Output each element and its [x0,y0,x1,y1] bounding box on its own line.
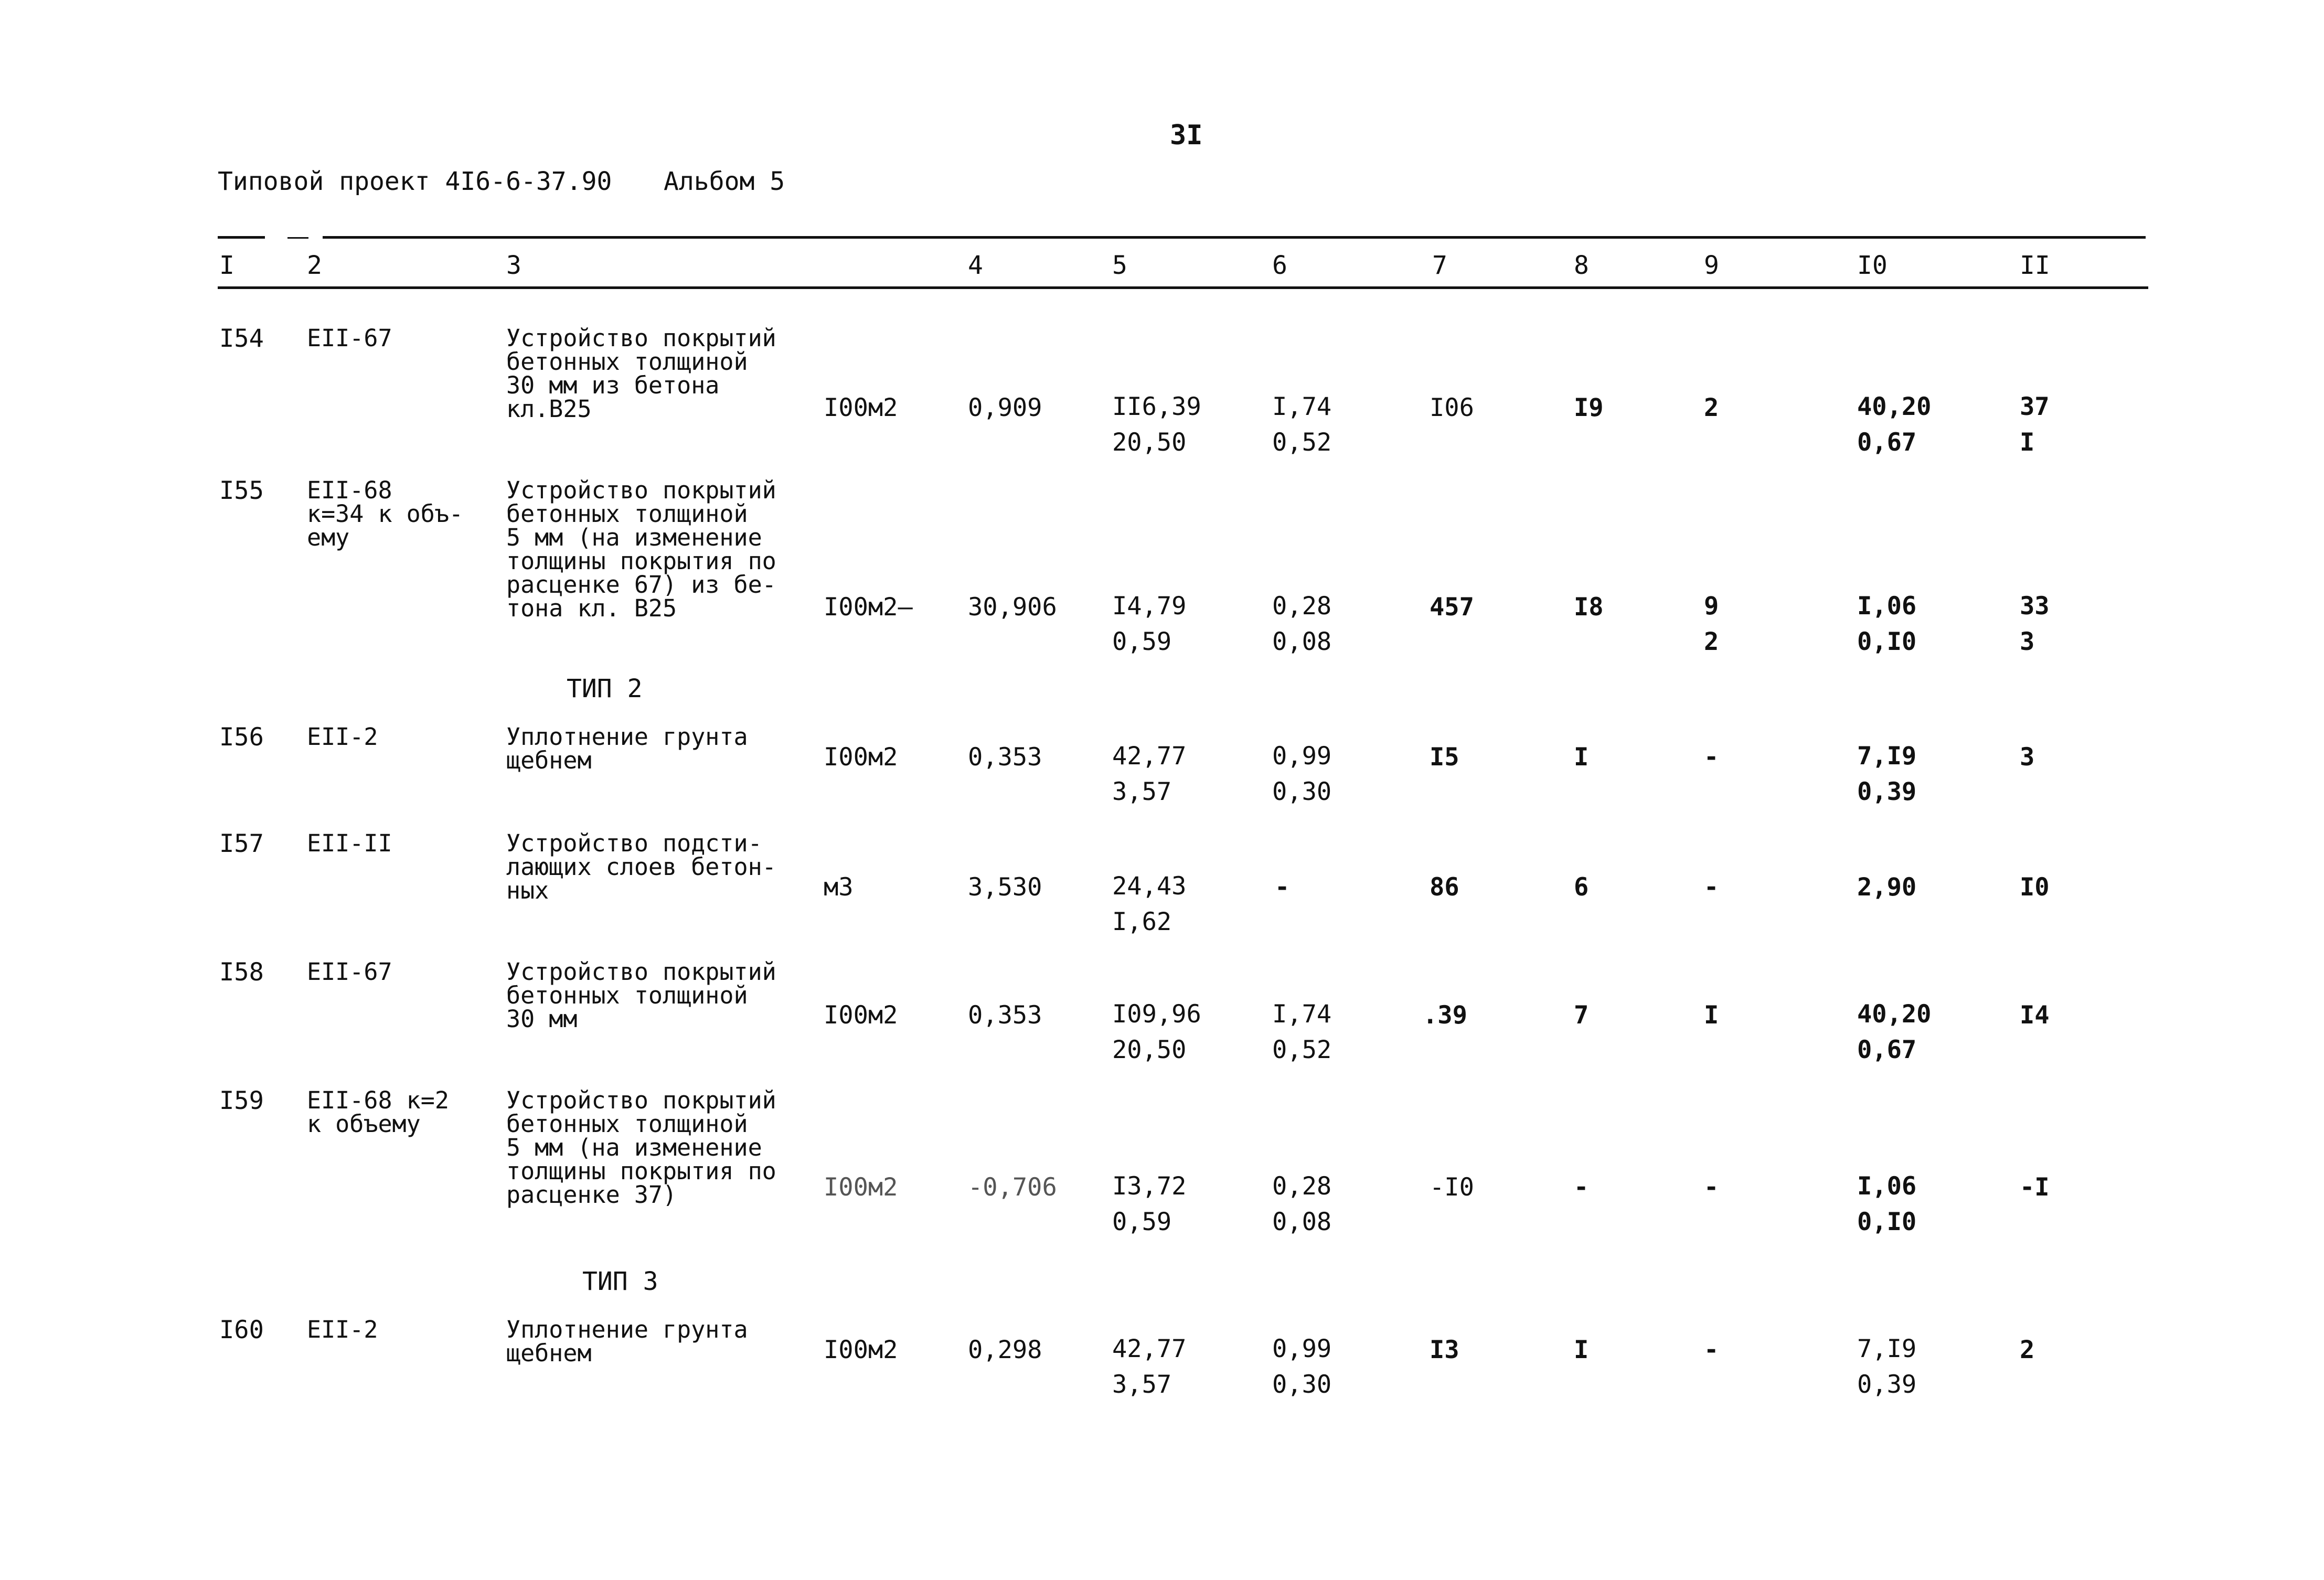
row-159-col6: 0,28 0,08 [1272,1172,1332,1236]
row-159-col7: -I0 [1430,1173,1474,1202]
row-160-col8: I [1574,1336,1589,1364]
col-header-3: 3 [506,251,521,280]
section-type-2: ТИП 2 [567,674,643,703]
row-159-description: Устройство покрытий бетонных толщиной 5 мм (на изменение толщины покрытия по расценке 37) [506,1086,776,1209]
row-159-col10: I,06 0,I0 [1857,1172,1917,1236]
row-156-col8: I [1574,743,1589,772]
col-header-7: 7 [1432,251,1447,280]
row-156-col11: 3 [2020,743,2035,772]
row-155-col9: 9 2 [1704,592,1719,656]
row-156-code: EII-2 [307,723,378,751]
row-155-col11: 33 3 [2020,592,2050,656]
col-header-6: 6 [1272,251,1287,280]
row-156-col6: 0,99 0,30 [1272,742,1332,806]
row-156-col5: 42,77 3,57 [1112,742,1187,806]
col-header-11: II [2020,251,2050,280]
row-157-col8: 6 [1574,873,1589,902]
row-158-description: Устройство покрытий бетонных толщиной 30 мм [506,958,776,1033]
row-154-unit: I00м2 [824,393,898,422]
row-160-code: EII-2 [307,1316,378,1343]
row-158-code: EII-67 [307,958,392,986]
row-157-col5: 24,43 I,62 [1112,872,1187,936]
col-header-2: 2 [307,251,322,280]
col-header-10: I0 [1857,251,1888,280]
row-160-unit: I00м2 [824,1336,898,1364]
section-type-3: ТИП 3 [582,1267,658,1296]
row-155-col5: I4,79 0,59 [1112,592,1187,656]
row-159-col8: - [1574,1173,1589,1202]
row-157-number: I57 [219,829,264,858]
row-155-qty: 30,906 [968,593,1057,622]
row-158-col10: 40,20 0,67 [1857,1000,1932,1064]
row-160-number: I60 [219,1316,264,1344]
row-154-col6: I,74 0,52 [1272,392,1332,457]
row-159-unit: I00м2 [824,1173,898,1202]
row-155-col8: I8 [1574,593,1604,622]
row-155-col7: 457 [1430,593,1474,622]
row-160-qty: 0,298 [968,1336,1042,1364]
row-157-col6: - [1275,873,1290,902]
row-155-code: EII-68 к=34 к объ- ему [307,476,464,551]
row-154-code: EII-67 [307,324,392,352]
row-154-col8: I9 [1574,393,1604,422]
row-156-col9: - [1704,743,1719,772]
row-156-col10: 7,I9 0,39 [1857,742,1917,806]
row-155-description: Устройство покрытий бетонных толщиной 5 мм (на изменение толщины покрытия по расценке 67) из бе- тона кл. В25 [506,476,776,622]
row-157-col10: 2,90 [1857,873,1917,902]
row-158-unit: I00м2 [824,1001,898,1030]
row-155-col6: 0,28 0,08 [1272,592,1332,656]
row-158-col6: I,74 0,52 [1272,1000,1332,1064]
row-156-qty: 0,353 [968,743,1042,772]
row-159-col9: - [1704,1173,1719,1202]
row-158-number: I58 [219,958,264,987]
row-159-code: EII-68 к=2 к объему [307,1086,449,1138]
row-154-col7: I06 [1430,393,1474,422]
row-158-col7: .39 [1423,1001,1467,1030]
row-155-col10: I,06 0,I0 [1857,592,1917,656]
row-154-col10: 40,20 0,67 [1857,392,1932,457]
row-158-col11: I4 [2020,1001,2050,1030]
row-154-col9: 2 [1704,393,1719,422]
col-header-4: 4 [968,251,983,280]
row-157-col7: 86 [1430,873,1459,902]
row-157-code: EII-II [307,829,392,857]
col-header-1: I [219,251,234,280]
row-155-number: I55 [219,476,264,505]
row-155-unit: I00м2— [824,593,913,622]
row-157-qty: 3,530 [968,873,1042,902]
top-rule-main [323,236,2146,239]
row-160-col6: 0,99 0,30 [1272,1335,1332,1399]
row-154-qty: 0,909 [968,393,1042,422]
row-159-number: I59 [219,1086,264,1115]
row-154-description: Устройство покрытий бетонных толщиной 30 мм из бетона кл.В25 [506,324,776,423]
col-header-9: 9 [1704,251,1719,280]
row-160-description: Уплотнение грунта щебнем [506,1316,748,1367]
row-160-col10: 7,I9 0,39 [1857,1335,1917,1399]
album-label: Альбом 5 [664,167,785,196]
row-156-col7: I5 [1430,743,1459,772]
page-number: 3I [1170,120,1203,151]
row-157-unit: м3 [824,873,854,902]
row-160-col5: 42,77 3,57 [1112,1335,1187,1399]
col-header-5: 5 [1112,251,1127,280]
row-158-col8: 7 [1574,1001,1589,1030]
header-bottom-rule [218,286,2148,289]
row-160-col11: 2 [2020,1336,2035,1364]
row-159-col5: I3,72 0,59 [1112,1172,1187,1236]
row-160-col7: I3 [1430,1336,1459,1364]
row-154-number: I54 [219,324,264,353]
row-156-description: Уплотнение грунта щебнем [506,723,748,774]
row-160-col9: - [1704,1336,1719,1364]
col-header-8: 8 [1574,251,1589,280]
top-rule-left [218,236,265,239]
row-159-col11: -I [2020,1173,2050,1202]
row-159-qty: -0,706 [968,1173,1057,1202]
row-156-number: I56 [219,723,264,752]
row-157-col9: - [1704,873,1719,902]
project-title: Типовой проект 4I6-6-37.90 [218,167,612,196]
row-158-col9: I [1704,1001,1719,1030]
top-rule-dash [287,237,308,239]
row-157-col11: I0 [2020,873,2050,902]
row-157-description: Устройство подсти- лающих слоев бетон- ных [506,829,776,904]
row-158-qty: 0,353 [968,1001,1042,1030]
row-156-unit: I00м2 [824,743,898,772]
row-158-col5: I09,96 20,50 [1112,1000,1201,1064]
row-154-col11: 37 I [2020,392,2050,457]
row-154-col5: II6,39 20,50 [1112,392,1201,457]
